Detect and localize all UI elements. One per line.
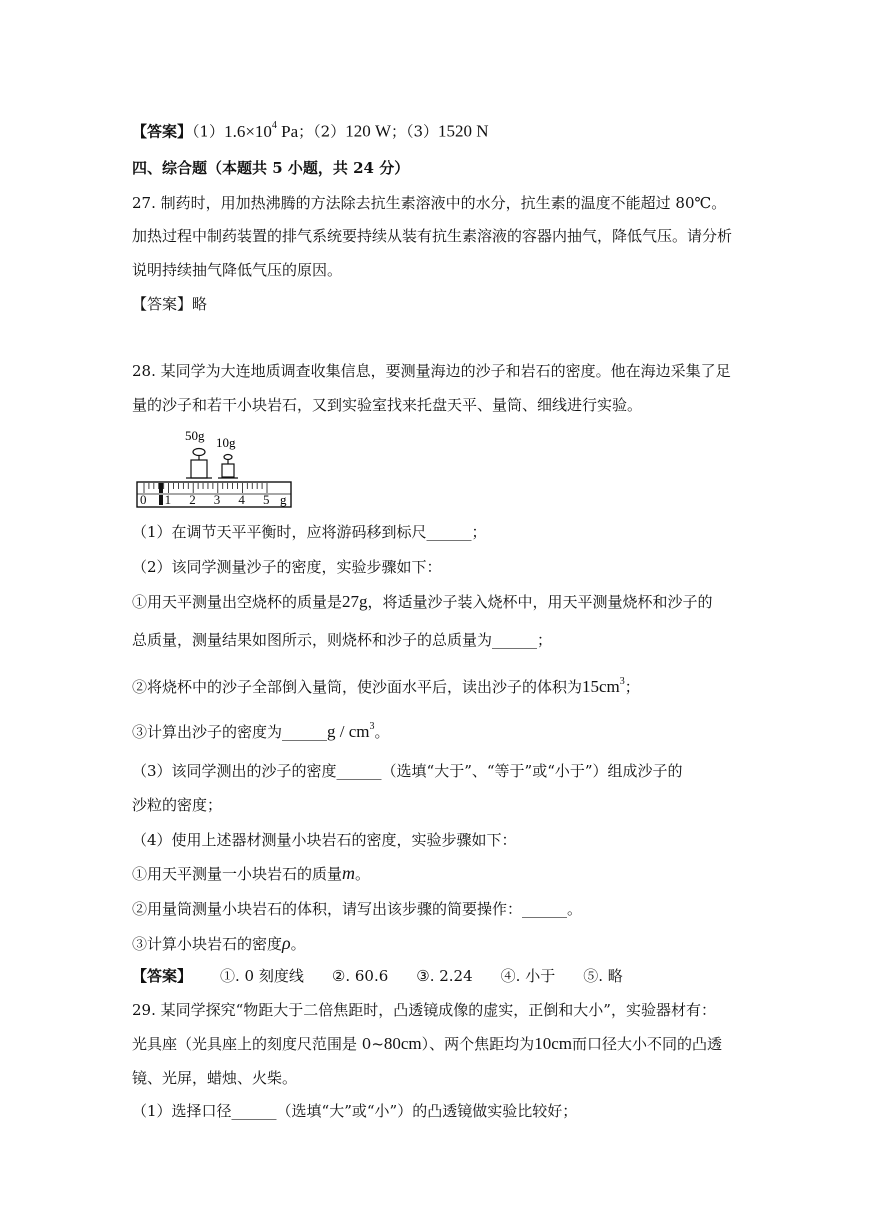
q28-step-2: ②将烧杯中的沙子全部倒入量筒，使沙面水平后，读出沙子的体积为$15cm^3$；: [132, 676, 640, 696]
q28-answer: 【答案】 ①. 0 刻度线 ②. 60.6 ③. 2.24 ④. 小于 ⑤. 略: [132, 967, 623, 985]
weight-label-10g: 10g: [216, 435, 236, 450]
answer-part1-label: （1）: [192, 122, 225, 141]
q27-line-3: 说明持续抽气降低气压的原因。: [132, 261, 343, 279]
answer-value-pressure: $1.6\times 10^4$ Pa: [224, 120, 299, 141]
q28-step-1b: 总质量，测量结果如图所示，则烧杯和沙子的总质量为______；: [132, 631, 553, 649]
scale-tick-label: 4: [238, 492, 245, 507]
section-title: 四、综合题（本题共 5 小题，共 24 分）: [132, 159, 410, 177]
q29-part-1: （1）选择口径______（选填“大”或“小”）的凸透镜做实验比较好；: [132, 1102, 578, 1120]
q28-step-3: ③计算出沙子的密度为______g / $cm^3$。: [132, 721, 390, 741]
q28-part-3b: 沙粒的密度；: [132, 796, 223, 814]
scale-tick-label: 0: [140, 492, 147, 507]
scale-tick-label: 2: [189, 492, 196, 507]
q28-rock-step-1: ①用天平测量一小块岩石的质量m。: [132, 863, 371, 883]
scale-tick-label: 5: [263, 492, 270, 507]
q28-rock-step-2: ②用量筒测量小块岩石的体积，请写出该步骤的简要操作：______。: [132, 900, 583, 918]
rider: [159, 483, 163, 493]
q28-rock-step-3: ③计算小块岩石的密度ρ。: [132, 933, 306, 953]
q27-answer: 【答案】略: [132, 295, 208, 313]
scale-unit: g: [280, 492, 287, 507]
answer-sep-1: ；（2）: [298, 122, 346, 141]
q28-part-2: （2）该同学测量沙子的密度，实验步骤如下：: [132, 558, 442, 576]
answer-sep-2: ；（3）: [391, 122, 439, 141]
q26-answer-line: [132, 117, 489, 143]
q29-line-3: 镜、光屏，蜡烛、火柴。: [132, 1069, 298, 1087]
weight-10g: [218, 455, 238, 479]
q28-part-1: （1）在调节天平平衡时，应将游码移到标尺______；: [132, 523, 487, 541]
scale-tick-label: 1: [164, 492, 172, 507]
scale-tick-label: 3: [213, 492, 221, 507]
q28-line-2: 量的沙子和若干小块岩石，又到实验室找来托盘天平、量筒、细线进行实验。: [132, 396, 643, 414]
weight-label-50g: 50g: [185, 428, 205, 443]
q28-line-1: 28. 某同学为大连地质调查收集信息，要测量海边的沙子和岩石的密度。他在海边采集了足: [132, 362, 731, 380]
q28-step-1a: ①用天平测量出空烧杯的质量是27g，将适量沙子装入烧杯中，用天平测量烧杯和沙子的: [132, 592, 713, 611]
answer-value-power: 120 W: [345, 121, 391, 141]
q28-part-4: （4）使用上述器材测量小块岩石的密度，实验步骤如下：: [132, 831, 517, 849]
balance-beam-scale: [137, 482, 291, 507]
q28-part-3a: （3）该同学测出的沙子的密度______（选填“大于”、“等于”或“小于”）组成沙子的: [132, 762, 683, 780]
answer-label: 【答案】: [132, 122, 193, 141]
q29-line-2: 光具座（光具座上的刻度尺范围是 0~80cm）、两个焦距均为10cm而口径大小不同的凸透: [132, 1034, 722, 1053]
weight-50g: [186, 449, 212, 479]
balance-figure: [134, 424, 294, 512]
q27-line-2: 加热过程中制药装置的排气系统要持续从装有抗生素溶液的容器内抽气，降低气压。请分析: [132, 227, 733, 245]
q29-line-1: 29. 某同学探究“物距大于二倍焦距时，凸透镜成像的虚实，正倒和大小”，实验器材有：: [132, 1001, 716, 1019]
q27-line-1: 27. 制药时，用加热沸腾的方法除去抗生素溶液中的水分，抗生素的温度不能超过 80℃。: [132, 194, 727, 212]
answer-value-force: 1520 N: [438, 121, 489, 141]
